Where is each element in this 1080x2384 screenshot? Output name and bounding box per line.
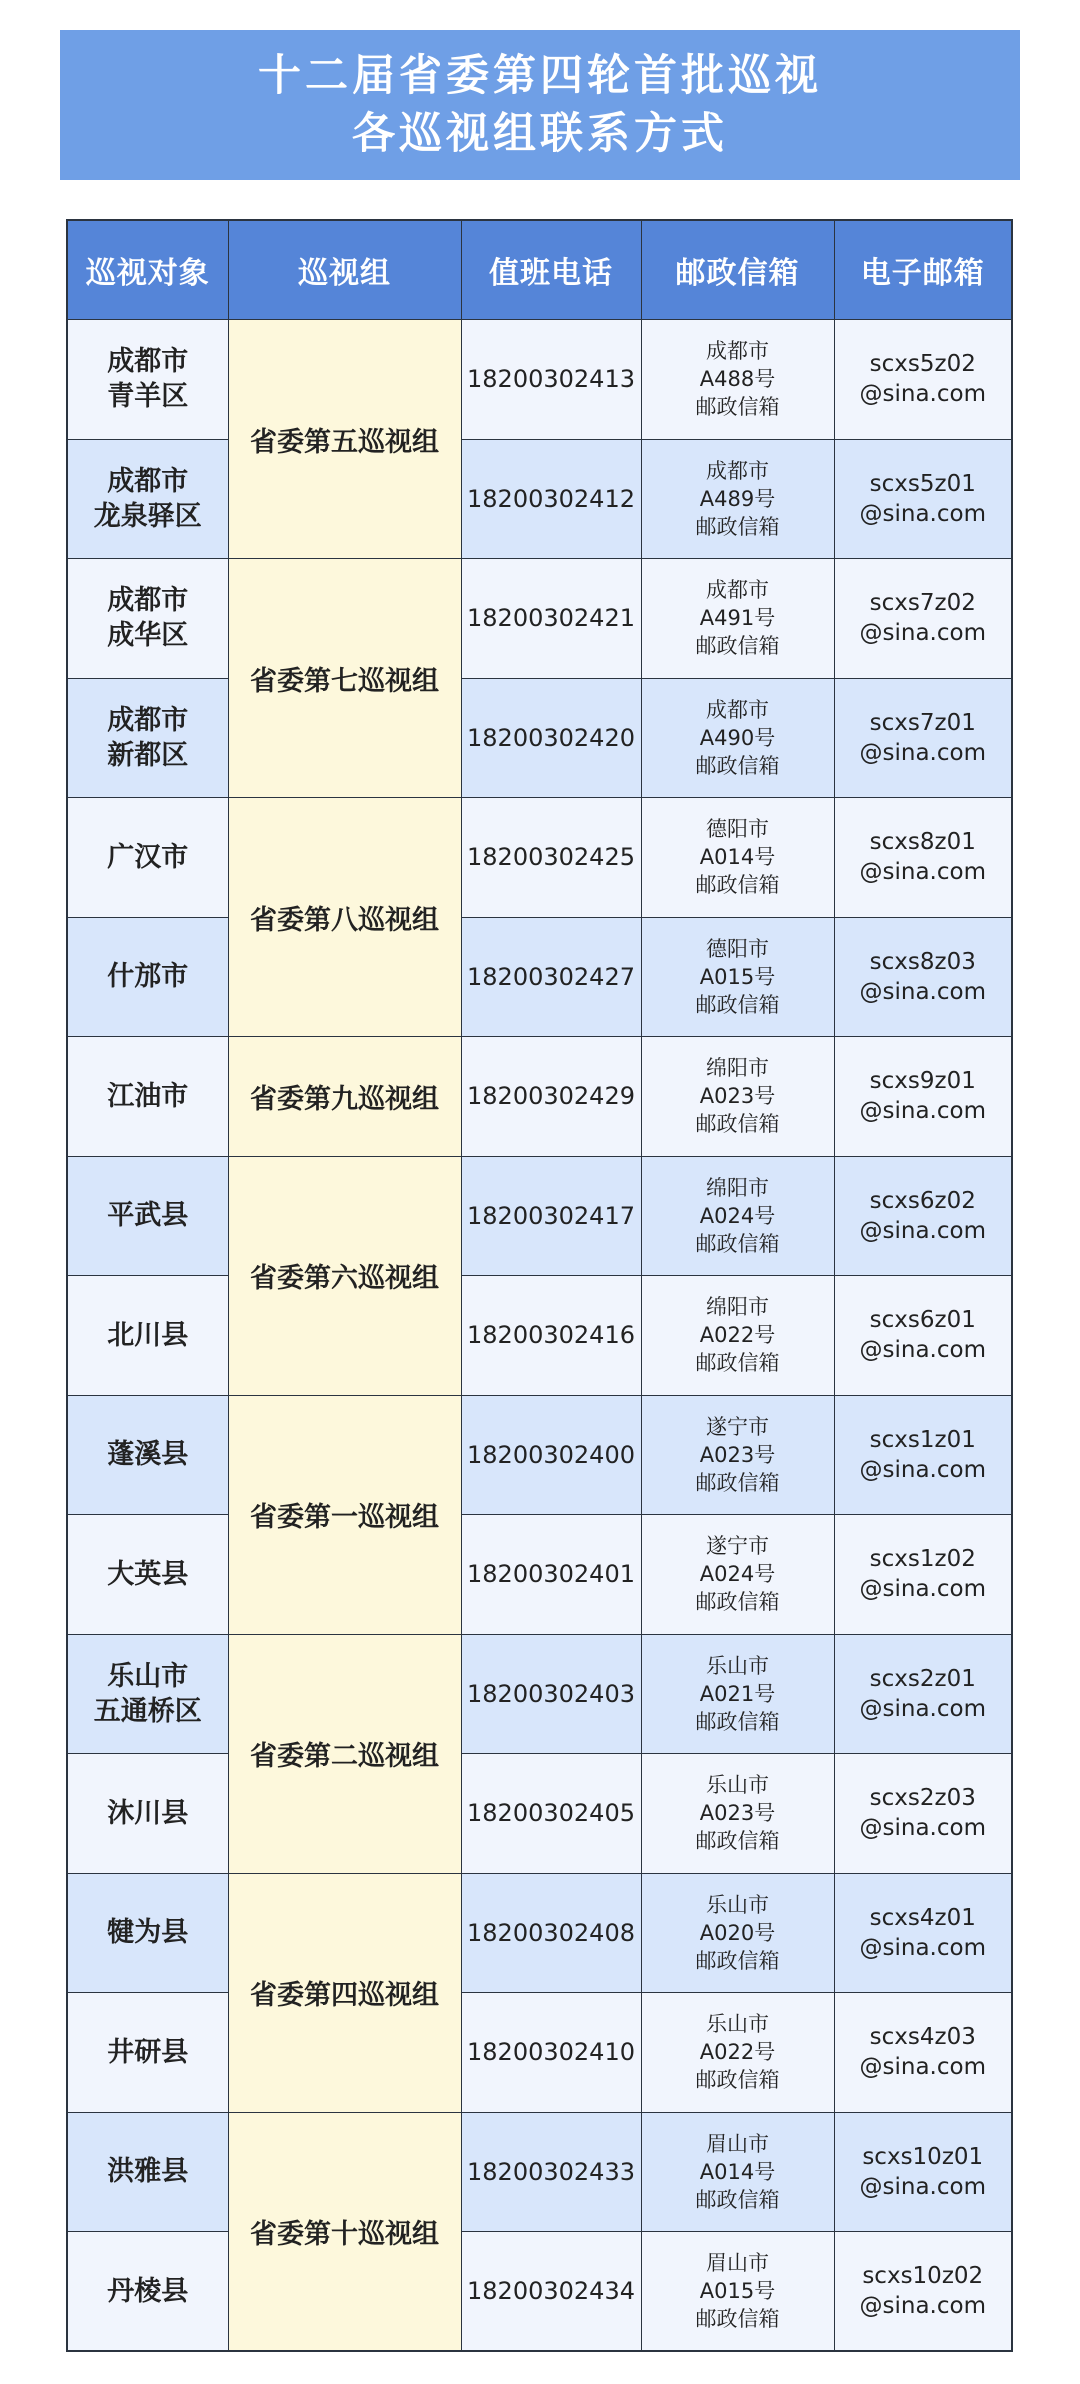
postbox-line: 邮政信箱 (695, 1948, 780, 1973)
cell-target (67, 1754, 228, 1874)
email-line: scxs5z02 (869, 351, 976, 378)
cell-phone: 18200302429 (461, 1037, 641, 1157)
postbox-line: 邮政信箱 (695, 1590, 780, 1615)
target-line: 新都区 (107, 739, 189, 771)
postbox-line: 邮政信箱 (695, 1112, 780, 1137)
email-line: @sina.com (859, 620, 986, 647)
table-row (67, 2112, 1012, 2232)
cell-phone: 18200302433 (461, 2112, 641, 2232)
table-row (67, 1515, 1012, 1635)
postbox-line: A023号 (699, 1084, 776, 1109)
cell-target (67, 2232, 228, 2352)
cell-email (834, 1515, 1012, 1635)
cell-postbox (641, 798, 834, 918)
postbox-line: 邮政信箱 (695, 873, 780, 898)
email-line: scxs6z01 (869, 1307, 976, 1334)
cell-email (834, 320, 1012, 440)
cell-target (67, 559, 228, 679)
cell-email (834, 1634, 1012, 1754)
email-line: scxs10z01 (862, 2143, 984, 2170)
email-line: @sina.com (859, 2054, 986, 2081)
cell-postbox (641, 1395, 834, 1515)
postbox-line: 乐山市 (706, 1892, 769, 1917)
email-line: @sina.com (859, 1934, 986, 1961)
cell-target (67, 678, 228, 798)
table-row (67, 1634, 1012, 1754)
cell-group: 省委第五巡视组 (228, 320, 461, 559)
table-row (67, 678, 1012, 798)
cell-target (67, 1276, 228, 1396)
postbox-line: 遂宁市 (706, 1414, 769, 1439)
cell-postbox (641, 320, 834, 440)
cell-phone: 18200302401 (461, 1515, 641, 1635)
cell-email (834, 439, 1012, 559)
cell-postbox (641, 1515, 834, 1635)
cell-target (67, 1515, 228, 1635)
cell-postbox (641, 439, 834, 559)
postbox-line: A022号 (699, 2040, 776, 2065)
cell-email (834, 1754, 1012, 1874)
target-line: 成都市 (107, 346, 189, 378)
email-line: scxs1z02 (869, 1546, 976, 1573)
cell-group: 省委第八巡视组 (228, 798, 461, 1037)
cell-email (834, 917, 1012, 1037)
postbox-line: 邮政信箱 (695, 1829, 780, 1854)
cell-phone: 18200302408 (461, 1873, 641, 1993)
email-line: scxs4z03 (869, 2024, 976, 2051)
cell-email (834, 559, 1012, 679)
email-line: scxs7z01 (869, 709, 976, 736)
contact-table-container (66, 219, 1011, 2352)
cell-target (67, 1156, 228, 1276)
cell-email (834, 1037, 1012, 1157)
cell-postbox (641, 1634, 834, 1754)
cell-email (834, 1993, 1012, 2113)
cell-group: 省委第六巡视组 (228, 1156, 461, 1395)
postbox-line: 邮政信箱 (695, 514, 780, 539)
email-line: @sina.com (859, 381, 986, 408)
postbox-line: A020号 (699, 1920, 776, 1945)
header-postbox: 邮政信箱 (641, 220, 834, 320)
cell-postbox (641, 1873, 834, 1993)
header-group: 巡视组 (228, 220, 461, 320)
cell-email (834, 2232, 1012, 2352)
cell-phone: 18200302434 (461, 2232, 641, 2352)
cell-target (67, 1037, 228, 1157)
target-line: 青羊区 (107, 381, 189, 413)
email-line: @sina.com (859, 1337, 986, 1364)
email-line: @sina.com (859, 1098, 986, 1125)
target-line: 成都市 (107, 704, 189, 736)
postbox-line: 邮政信箱 (695, 1470, 780, 1495)
table-row (67, 439, 1012, 559)
postbox-line: A024号 (699, 1203, 776, 1228)
email-line: scxs2z03 (869, 1785, 976, 1812)
target-line: 成华区 (107, 620, 189, 652)
cell-target (67, 798, 228, 918)
cell-email (834, 1276, 1012, 1396)
email-line: @sina.com (859, 1576, 986, 1603)
cell-group: 省委第四巡视组 (228, 1873, 461, 2112)
cell-phone: 18200302416 (461, 1276, 641, 1396)
cell-phone: 18200302417 (461, 1156, 641, 1276)
email-line: @sina.com (859, 1217, 986, 1244)
cell-email (834, 2112, 1012, 2232)
postbox-line: 眉山市 (706, 2251, 769, 2275)
cell-email (834, 798, 1012, 918)
cell-phone: 18200302412 (461, 439, 641, 559)
postbox-line: A490号 (699, 725, 776, 750)
postbox-line: 成都市 (706, 697, 769, 722)
table-row (67, 1754, 1012, 1874)
header-target: 巡视对象 (67, 220, 228, 320)
cell-group: 省委第十巡视组 (228, 2112, 461, 2351)
title-line-1: 十二届省委第四轮首批巡视 (258, 51, 822, 101)
cell-phone: 18200302400 (461, 1395, 641, 1515)
header-phone: 值班电话 (461, 220, 641, 320)
target-line: 五通桥区 (93, 1695, 202, 1727)
postbox-line: A023号 (699, 1801, 776, 1826)
postbox-line: A489号 (699, 486, 776, 511)
email-line: scxs8z03 (869, 948, 976, 975)
cell-postbox (641, 1156, 834, 1276)
contact-table (66, 219, 1013, 2352)
cell-postbox (641, 678, 834, 798)
postbox-line: 邮政信箱 (695, 1709, 780, 1734)
postbox-line: A014号 (699, 2159, 776, 2184)
table-row (67, 1873, 1012, 1993)
cell-phone: 18200302420 (461, 678, 641, 798)
cell-email (834, 1395, 1012, 1515)
target-line: 蓬溪县 (107, 1439, 189, 1471)
cell-postbox (641, 1993, 834, 2113)
cell-target (67, 1873, 228, 1993)
email-line: @sina.com (859, 1695, 986, 1722)
email-line: scxs2z01 (869, 1665, 976, 1692)
cell-postbox (641, 917, 834, 1037)
postbox-line: A488号 (699, 367, 776, 392)
postbox-line: 成都市 (706, 339, 769, 364)
cell-phone: 18200302413 (461, 320, 641, 440)
email-line: scxs8z01 (869, 829, 976, 856)
postbox-line: 绵阳市 (706, 1175, 769, 1200)
cell-postbox (641, 1276, 834, 1396)
cell-phone: 18200302403 (461, 1634, 641, 1754)
table-row (67, 798, 1012, 918)
postbox-line: A024号 (699, 1562, 776, 1587)
cell-target (67, 2112, 228, 2232)
cell-group: 省委第九巡视组 (228, 1037, 461, 1157)
email-line: scxs6z02 (869, 1187, 976, 1214)
postbox-line: 邮政信箱 (695, 2307, 780, 2331)
email-line: @sina.com (859, 1815, 986, 1842)
cell-target (67, 1634, 228, 1754)
cell-phone: 18200302405 (461, 1754, 641, 1874)
title-banner (60, 30, 1020, 180)
table-row (67, 1156, 1012, 1276)
postbox-line: 邮政信箱 (695, 634, 780, 659)
email-line: @sina.com (859, 2293, 986, 2319)
email-line: @sina.com (859, 859, 986, 886)
email-line: @sina.com (859, 2173, 986, 2200)
cell-target (67, 439, 228, 559)
target-line: 北川县 (107, 1319, 189, 1351)
target-line: 井研县 (107, 2036, 189, 2068)
header-email: 电子邮箱 (834, 220, 1012, 320)
postbox-line: A015号 (699, 2279, 776, 2303)
postbox-line: A021号 (699, 1681, 776, 1706)
postbox-line: 邮政信箱 (695, 2068, 780, 2093)
postbox-line: 德阳市 (706, 817, 769, 842)
email-line: @sina.com (859, 500, 986, 527)
postbox-line: 德阳市 (706, 936, 769, 961)
email-line: @sina.com (859, 739, 986, 766)
postbox-line: 绵阳市 (706, 1056, 769, 1081)
postbox-line: 乐山市 (706, 1653, 769, 1678)
postbox-line: 绵阳市 (706, 1295, 769, 1320)
postbox-line: A023号 (699, 1442, 776, 1467)
table-row (67, 1276, 1012, 1396)
cell-group: 省委第一巡视组 (228, 1395, 461, 1634)
postbox-line: 成都市 (706, 458, 769, 483)
email-line: scxs1z01 (869, 1426, 976, 1453)
email-line: scxs4z01 (869, 1904, 976, 1931)
cell-phone: 18200302421 (461, 559, 641, 679)
cell-target (67, 1993, 228, 2113)
target-line: 龙泉驿区 (93, 500, 202, 532)
cell-postbox (641, 2112, 834, 2232)
table-row (67, 320, 1012, 440)
email-line: scxs10z02 (862, 2263, 984, 2289)
cell-phone: 18200302425 (461, 798, 641, 918)
cell-group: 省委第七巡视组 (228, 559, 461, 798)
postbox-line: A015号 (699, 964, 776, 989)
target-line: 平武县 (107, 1200, 189, 1232)
postbox-line: A491号 (699, 606, 776, 631)
postbox-line: 邮政信箱 (695, 753, 780, 778)
cell-postbox (641, 2232, 834, 2352)
cell-target (67, 320, 228, 440)
target-line: 丹棱县 (107, 2275, 189, 2307)
cell-target (67, 917, 228, 1037)
postbox-line: A022号 (699, 1323, 776, 1348)
email-line: @sina.com (859, 978, 986, 1005)
cell-postbox (641, 1754, 834, 1874)
target-line: 沐川县 (107, 1797, 189, 1829)
target-line: 洪雅县 (107, 2156, 189, 2188)
target-line: 乐山市 (107, 1660, 189, 1692)
target-line: 什邡市 (107, 961, 189, 993)
email-line: scxs9z01 (869, 1068, 976, 1095)
cell-postbox (641, 1037, 834, 1157)
table-row (67, 559, 1012, 679)
postbox-line: 遂宁市 (706, 1534, 769, 1559)
cell-email (834, 1873, 1012, 1993)
cell-target (67, 1395, 228, 1515)
email-line: @sina.com (859, 1456, 986, 1483)
postbox-line: 眉山市 (706, 2131, 769, 2156)
table-body (67, 320, 1012, 2352)
postbox-line: 邮政信箱 (695, 2187, 780, 2212)
target-line: 大英县 (107, 1558, 189, 1590)
target-line: 江油市 (107, 1080, 189, 1112)
table-row (67, 2232, 1012, 2352)
postbox-line: 邮政信箱 (695, 395, 780, 420)
cell-phone: 18200302427 (461, 917, 641, 1037)
postbox-line: 乐山市 (706, 2012, 769, 2037)
postbox-line: 邮政信箱 (695, 1231, 780, 1256)
table-row (67, 1395, 1012, 1515)
email-line: scxs5z01 (869, 470, 976, 497)
target-line: 广汉市 (107, 841, 189, 873)
header-row (67, 220, 1012, 320)
table-row (67, 1037, 1012, 1157)
target-line: 成都市 (107, 465, 189, 497)
postbox-line: 邮政信箱 (695, 1351, 780, 1376)
postbox-line: 邮政信箱 (695, 992, 780, 1017)
cell-email (834, 1156, 1012, 1276)
postbox-line: 乐山市 (706, 1773, 769, 1798)
email-line: scxs7z02 (869, 590, 976, 617)
cell-email (834, 678, 1012, 798)
target-line: 成都市 (107, 585, 189, 617)
cell-postbox (641, 559, 834, 679)
postbox-line: 成都市 (706, 578, 769, 603)
table-row (67, 1993, 1012, 2113)
table-row (67, 917, 1012, 1037)
cell-phone: 18200302410 (461, 1993, 641, 2113)
postbox-line: A014号 (699, 845, 776, 870)
target-line: 犍为县 (107, 1917, 189, 1949)
cell-group: 省委第二巡视组 (228, 1634, 461, 1873)
title-line-2: 各巡视组联系方式 (352, 109, 728, 159)
